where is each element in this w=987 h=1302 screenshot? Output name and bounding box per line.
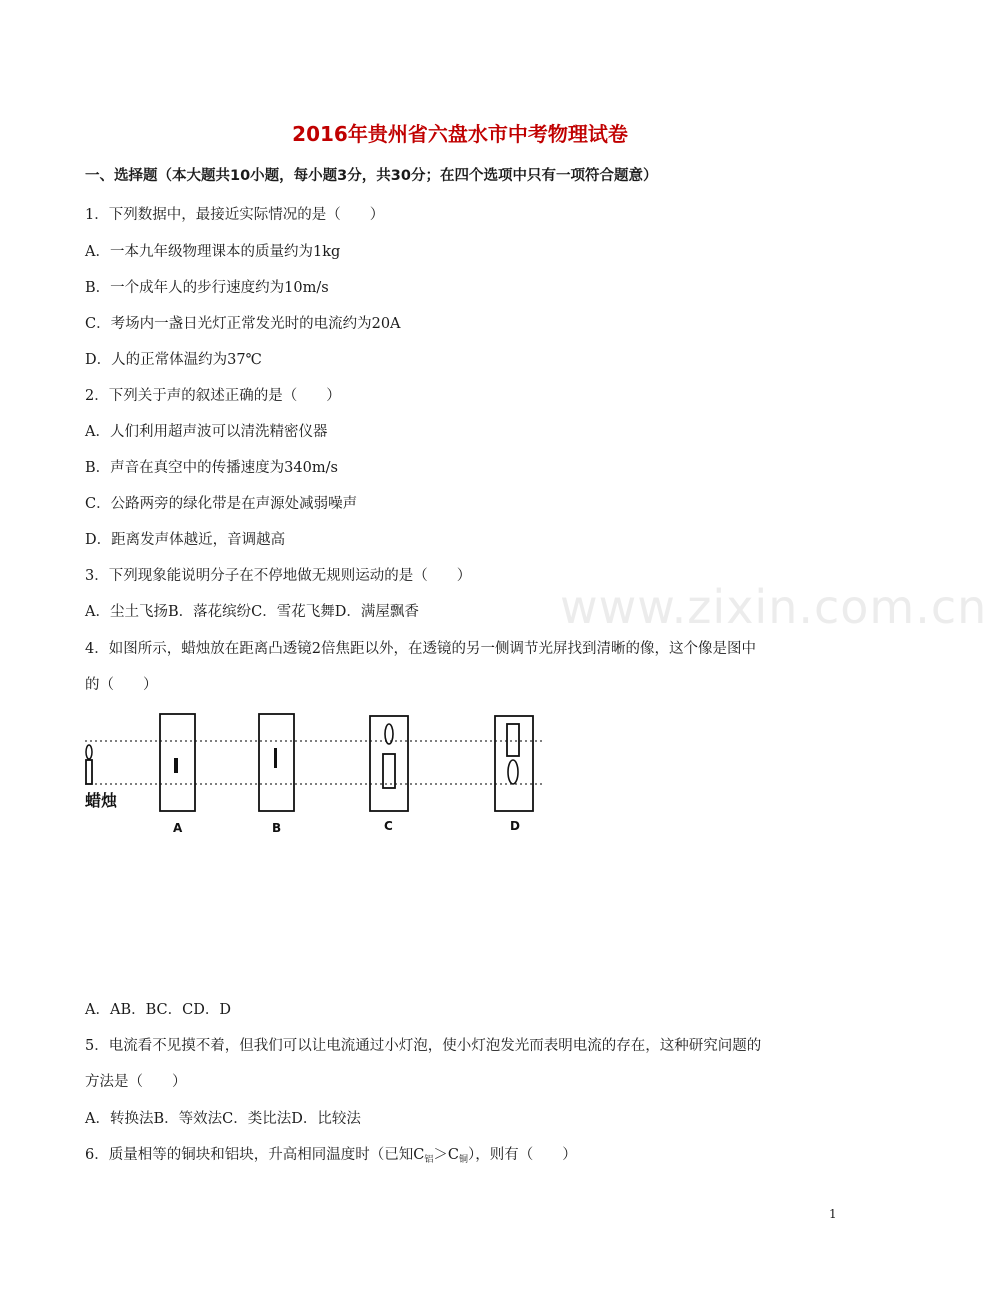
q6-stem-before: 6．质量相等的铜块和铝块，升高相同温度时（已知C (85, 1147, 425, 1163)
watermark: www.zixin.com.cn (560, 580, 987, 634)
q1-option-d: D．人的正常体温约为37℃ (85, 352, 262, 368)
q5-stem-line2: 方法是（ ） (85, 1074, 187, 1090)
screen-b-image (274, 748, 277, 768)
q1-option-c: C．考场内一盏日光灯正常发光时的电流约为20A (85, 316, 401, 332)
q2-stem: 2．下列关于声的叙述正确的是（ ） (85, 388, 341, 404)
q5-stem-line1: 5．电流看不见摸不着，但我们可以让电流通过小灯泡，使小灯泡发光而表明电流的存在，这种研究问题的 (85, 1038, 762, 1054)
q4-options: A．AB．BC．CD．D (85, 1002, 231, 1018)
q2-option-d: D．距离发声体越近，音调越高 (85, 532, 286, 548)
screen-c-candle (383, 754, 395, 788)
q3-stem: 3．下列现象能说明分子在不停地做无规则运动的是（ ） (85, 568, 472, 584)
screen-c (370, 716, 408, 811)
screen-a-image (174, 758, 178, 773)
q1-option-a: A．一本九年级物理课本的质量约为1kg (85, 244, 341, 260)
figure-label-b: B (272, 821, 282, 835)
q6-stem-after: ），则有（ ） (467, 1147, 577, 1163)
q1-stem: 1．下列数据中，最接近实际情况的是（ ） (85, 207, 385, 223)
candle-icon (86, 745, 92, 784)
q2-option-b: B．声音在真空中的传播速度为340m/s (85, 460, 338, 476)
screen-c-flame (385, 724, 393, 744)
q6-stem (85, 1143, 577, 1165)
q2-option-c: C．公路两旁的绿化带是在声源处减弱噪声 (85, 496, 358, 512)
page-number: 1 (829, 1207, 837, 1221)
figure-label-c: C (384, 819, 393, 833)
q3-options: A．尘土飞扬B．落花缤纷C．雪花飞舞D．满屋飘香 (85, 604, 419, 620)
q5-options: A．转换法B．等效法C．类比法D．比较法 (85, 1111, 361, 1127)
q6-subscript-aluminum: 铝 (424, 1155, 434, 1165)
figure-label-d: D (510, 819, 520, 833)
q6-subscript-copper: 铜 (458, 1155, 468, 1165)
screen-d (495, 716, 533, 811)
screen-d-candle (507, 724, 519, 756)
q4-stem-line1: 4．如图所示，蜡烛放在距离凸透镜2倍焦距以外，在透镜的另一侧调节光屏找到清晰的像，这个像是图中 (85, 641, 756, 657)
figure-label-a: A (173, 821, 183, 835)
q4-stem-line2: 的（ ） (85, 677, 158, 693)
section-header: 一、选择题（本大题共10小题，每小题3分，共30分；在四个选项中只有一项符合题意） (85, 168, 658, 184)
page-title: 2016年贵州省六盘水市中考物理试卷 (292, 122, 628, 146)
screen-d-flame (508, 760, 518, 784)
q2-option-a: A．人们利用超声波可以清洗精密仪器 (85, 424, 328, 440)
candle-label: 蜡烛 (85, 791, 118, 810)
q6-stem-mid: ＞C (433, 1147, 459, 1163)
lens-image-figure (85, 708, 545, 838)
q1-option-b: B．一个成年人的步行速度约为10m/s (85, 280, 329, 296)
